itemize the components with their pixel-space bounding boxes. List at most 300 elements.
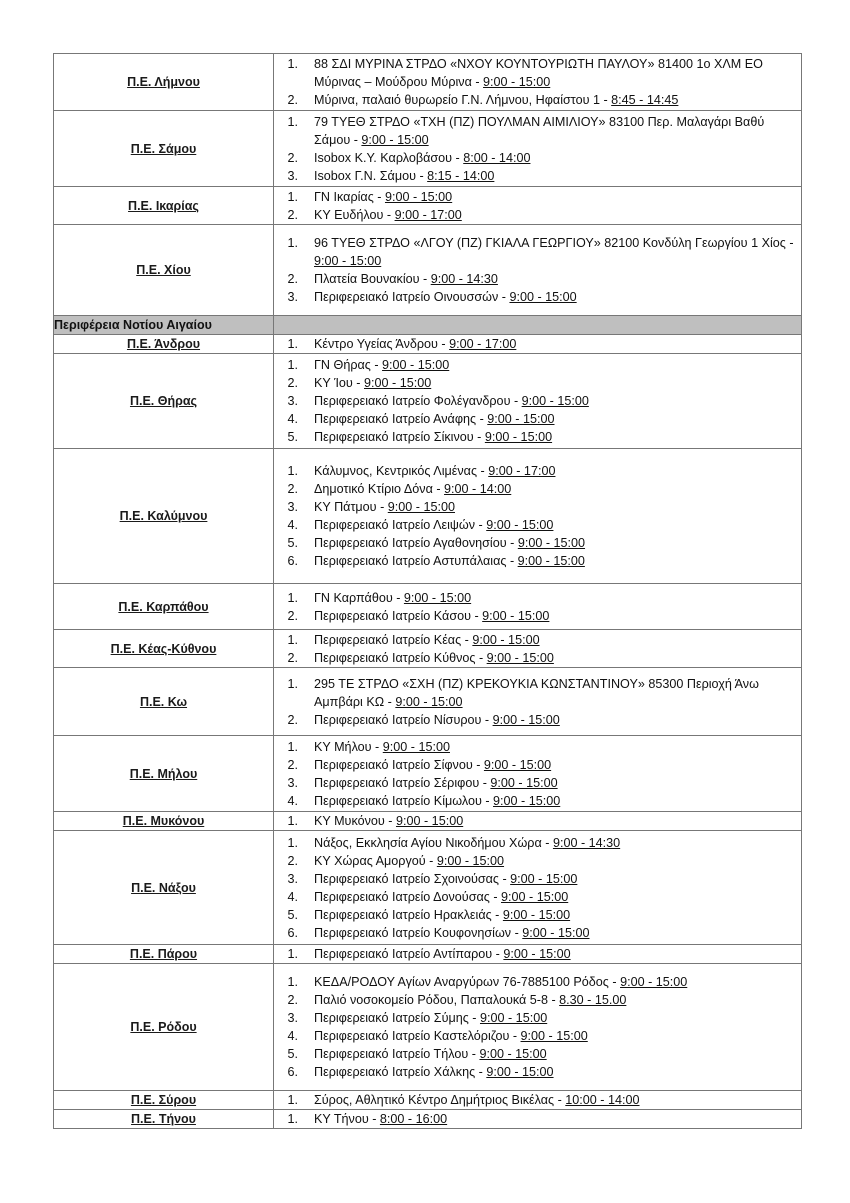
item-location	[314, 888, 801, 906]
list-item	[274, 270, 801, 288]
locations-cell	[274, 335, 802, 354]
opening-hours: 9:00 - 15:00	[521, 394, 589, 408]
item-location	[314, 1027, 801, 1045]
location-text: ΚΥ Χώρας Αμοργού -	[314, 853, 437, 868]
list-item	[274, 649, 801, 667]
location-text: Περιφερειακό Ιατρείο Χάλκης -	[314, 1065, 487, 1079]
unit-name-cell	[54, 225, 274, 316]
unit-name-cell	[54, 187, 274, 225]
opening-hours: 9:00 - 15:00	[387, 500, 455, 514]
unit-name: Π.Ε. Καλύμνου	[119, 509, 208, 523]
item-number: 2.	[287, 272, 298, 286]
unit-name-cell	[54, 736, 274, 812]
opening-hours: 9:00 - 15:00	[361, 132, 429, 147]
unit-row	[54, 736, 802, 812]
item-location	[314, 498, 801, 516]
unit-name: Π.Ε. Μυκόνου	[122, 814, 205, 828]
unit-name-cell	[54, 964, 274, 1091]
item-location	[314, 374, 801, 392]
unit-name-cell	[54, 54, 274, 111]
opening-hours: 9:00 - 15:00	[510, 871, 578, 886]
item-location	[314, 552, 801, 570]
location-text: Περιφερειακό Ιατρείο Κουφονησίων -	[314, 925, 523, 940]
list-item	[274, 1110, 801, 1128]
item-location	[314, 410, 801, 428]
item-number: 2.	[287, 482, 298, 496]
opening-hours: 9:00 - 15:00	[502, 907, 571, 922]
item-location	[314, 945, 801, 963]
list-item	[274, 607, 801, 625]
location-text: ΚΥ Ίου -	[314, 376, 364, 390]
item-location	[314, 1063, 801, 1081]
locations-cell	[274, 945, 802, 964]
item-location	[314, 607, 801, 625]
item-number: 1.	[287, 590, 298, 605]
item-location	[314, 589, 801, 607]
item-number: 4.	[287, 793, 298, 808]
opening-hours: 9:00 - 17:00	[488, 464, 556, 478]
item-location	[314, 738, 801, 756]
list-item	[274, 1027, 801, 1045]
opening-hours: 9:00 - 15:00	[382, 358, 450, 372]
item-number: 2.	[287, 712, 298, 727]
opening-hours: 9:00 - 15:00	[509, 290, 577, 304]
item-location	[314, 167, 801, 185]
item-number: 2.	[287, 757, 298, 772]
location-text: ΓΝ Ικαρίας -	[314, 189, 385, 204]
item-location	[314, 1110, 801, 1128]
location-text: Περιφερειακό Ιατρείο Λειψών -	[314, 518, 487, 532]
list-item	[274, 675, 801, 711]
location-text: Σύρος, Αθλητικό Κέντρο Δημήτριος Βικέλας -	[314, 1093, 566, 1107]
opening-hours: 9:00 - 15:00	[382, 739, 450, 754]
item-number: 1.	[287, 947, 298, 961]
item-location	[314, 906, 801, 924]
opening-hours: 9:00 - 14:30	[430, 272, 498, 286]
unit-row	[54, 1110, 802, 1129]
location-text: 96 ΤΥΕΘ ΣΤΡΔΟ «ΛΓΟΥ (ΠΖ) ΓΚΙΑΛΑ ΓΕΩΡΓΙΟΥ» 82100 Κονδύλη Γεωργίου 1 Χίος -	[314, 236, 794, 250]
unit-row	[54, 449, 802, 584]
opening-hours: 9:00 - 14:30	[552, 835, 621, 850]
location-text: ΚΥ Ευδήλου -	[314, 207, 395, 222]
unit-name: Π.Ε. Σύρου	[130, 1093, 197, 1107]
location-text: Περιφερειακό Ιατρείο Κέας -	[314, 632, 473, 647]
list-item	[274, 1091, 801, 1109]
opening-hours: 9:00 - 15:00	[490, 775, 558, 790]
list-item	[274, 711, 801, 729]
list-item	[274, 774, 801, 792]
item-number: 1.	[287, 114, 298, 129]
item-number: 5.	[287, 430, 298, 444]
locations-cell	[274, 812, 802, 831]
unit-name-cell	[54, 831, 274, 945]
item-number: 4.	[287, 889, 298, 904]
unit-row	[54, 831, 802, 945]
unit-name-cell	[54, 1110, 274, 1129]
list-item	[274, 812, 801, 830]
opening-hours: 9:00 - 15:00	[517, 554, 585, 568]
item-location	[314, 462, 801, 480]
list-item	[274, 392, 801, 410]
item-number: 3.	[287, 290, 298, 304]
location-text: Περιφερειακό Ιατρείο Κύθνος -	[314, 650, 487, 665]
opening-hours: 9:00 - 15:00	[395, 694, 463, 709]
location-text: Κέντρο Υγείας Άνδρου -	[314, 337, 450, 351]
location-text: ΚΥ Μήλου -	[314, 739, 383, 754]
item-location	[314, 774, 801, 792]
unit-name-cell	[54, 812, 274, 831]
opening-hours: 9:00 - 15:00	[501, 889, 569, 904]
opening-hours: 9:00 - 15:00	[520, 1029, 588, 1043]
item-number: 1.	[287, 1112, 298, 1126]
list-item	[274, 428, 801, 446]
opening-hours: 9:00 - 15:00	[517, 536, 586, 550]
item-number: 5.	[287, 536, 298, 550]
item-number: 1.	[287, 1093, 298, 1107]
location-text: Περιφερειακό Ιατρείο Αγαθονησίου -	[314, 536, 518, 550]
locations-cell	[274, 54, 802, 111]
location-text: Περιφερειακό Ιατρείο Τήλου -	[314, 1047, 480, 1061]
item-number: 1.	[287, 464, 298, 478]
item-number: 1.	[287, 236, 298, 250]
list-item	[274, 498, 801, 516]
location-text: Δημοτικό Κτίριο Δόνα -	[314, 482, 445, 496]
opening-hours: 9:00 - 15:00	[487, 412, 555, 426]
item-number: 5.	[287, 1047, 298, 1061]
item-location	[314, 516, 801, 534]
opening-hours: 9:00 - 15:00	[395, 814, 464, 828]
item-location	[314, 1009, 801, 1027]
list-item	[274, 55, 801, 91]
opening-hours: 9:00 - 15:00	[522, 925, 590, 940]
list-item	[274, 589, 801, 607]
unit-name-cell	[54, 111, 274, 187]
item-number: 2.	[287, 207, 298, 222]
opening-hours: 9:00 - 15:00	[484, 430, 553, 444]
opening-hours: 9:00 - 15:00	[403, 590, 472, 605]
location-text: 295 ΤΕ ΣΤΡΔΟ «ΣΧΗ (ΠΖ) ΚΡΕΚΟΥΚΙΑ ΚΩΝΣΤΑΝΤΙΝΟΥ» 85300 Περιοχή Άνω Αμπβάρι ΚΩ -	[314, 676, 759, 709]
item-number: 1.	[287, 358, 298, 372]
opening-hours: 8:00 - 16:00	[379, 1112, 448, 1126]
list-item	[274, 167, 801, 185]
item-number: 1.	[287, 632, 298, 647]
location-text: Isobox Γ.Ν. Σάμου -	[314, 168, 428, 183]
item-location	[314, 1091, 801, 1109]
list-item	[274, 852, 801, 870]
location-text: Κάλυμνος, Κεντρικός Λιμένας -	[314, 464, 489, 478]
location-text: Περιφερειακό Ιατρείο Ανάφης -	[314, 412, 488, 426]
unit-name-cell	[54, 449, 274, 584]
opening-hours: 9:00 - 15:00	[436, 853, 505, 868]
list-item	[274, 973, 801, 991]
item-location	[314, 356, 801, 374]
unit-name: Π.Ε. Χίου	[136, 263, 191, 277]
opening-hours: 9:00 - 15:00	[384, 189, 453, 204]
unit-row	[54, 964, 802, 1091]
unit-row	[54, 111, 802, 187]
item-number: 6.	[287, 554, 298, 568]
unit-row	[54, 668, 802, 736]
location-text: Μύρινα, παλαιό θυρωρείο Γ.Ν. Λήμνου, Ηφαίστου 1 -	[314, 93, 612, 107]
item-location	[314, 711, 801, 729]
list-item	[274, 335, 801, 353]
item-location	[314, 675, 801, 711]
list-item	[274, 631, 801, 649]
locations-cell	[274, 668, 802, 736]
item-location	[314, 631, 801, 649]
item-location	[314, 270, 801, 288]
opening-hours: 9:00 - 15:00	[492, 712, 560, 727]
opening-hours: 10:00 - 14:00	[565, 1093, 640, 1107]
item-number: 1.	[287, 739, 298, 754]
locations-cell	[274, 584, 802, 630]
location-text: Περιφερειακό Ιατρείο Οινουσσών -	[314, 290, 510, 304]
list-item	[274, 534, 801, 552]
item-location	[314, 480, 801, 498]
list-item	[274, 480, 801, 498]
unit-row	[54, 54, 802, 111]
list-item	[274, 234, 801, 270]
list-item	[274, 374, 801, 392]
location-text: ΓΝ Θήρας -	[314, 358, 383, 372]
location-text: Περιφερειακό Ιατρείο Σίκινου -	[314, 430, 485, 444]
item-location	[314, 234, 801, 270]
locations-cell	[274, 225, 802, 316]
item-number: 3.	[287, 775, 298, 790]
location-text: Περιφερειακό Ιατρείο Κίμωλου -	[314, 793, 494, 808]
opening-hours: 9:00 - 15:00	[364, 376, 432, 390]
item-location	[314, 428, 801, 446]
item-number: 1.	[287, 975, 298, 989]
opening-hours: 9:00 - 15:00	[620, 975, 688, 989]
location-text: Περιφερειακό Ιατρείο Κάσου -	[314, 608, 483, 623]
locations-cell	[274, 630, 802, 668]
location-text: 79 ΤΥΕΘ ΣΤΡΔΟ «ΤΧΗ (ΠΖ) ΠΟΥΛΜΑΝ ΑΙΜΙΛΙΟΥ» 83100 Περ. Μαλαγάρι Βαθύ Σάμου -	[314, 114, 765, 147]
item-number: 1.	[287, 57, 298, 71]
item-location	[314, 206, 801, 224]
item-number: 4.	[287, 1029, 298, 1043]
location-text: Περιφερειακό Ιατρείο Δονούσας -	[314, 889, 502, 904]
location-text: ΓΝ Καρπάθου -	[314, 590, 404, 605]
item-number: 2.	[287, 650, 298, 665]
item-number: 3.	[287, 1011, 298, 1025]
locations-cell	[274, 449, 802, 584]
item-number: 3.	[287, 500, 298, 514]
list-item	[274, 756, 801, 774]
item-location	[314, 335, 801, 353]
list-item	[274, 1063, 801, 1081]
item-location	[314, 91, 801, 109]
unit-name-cell	[54, 1091, 274, 1110]
item-number: 3.	[287, 394, 298, 408]
locations-cell	[274, 354, 802, 449]
opening-hours: 9:00 - 17:00	[394, 207, 462, 222]
location-text: Περιφερειακό Ιατρείο Σίφνου -	[314, 757, 484, 772]
location-text: Περιφερειακό Ιατρείο Σχοινούσας -	[314, 871, 511, 886]
unit-row	[54, 1091, 802, 1110]
opening-hours: 8:15 - 14:00	[427, 168, 495, 183]
region-name: Περιφέρεια Νοτίου Αιγαίου	[54, 316, 274, 335]
table-body	[54, 54, 802, 1129]
list-item	[274, 1045, 801, 1063]
unit-name: Π.Ε. Ρόδου	[130, 1020, 197, 1034]
location-text: Περιφερειακό Ιατρείο Αστυπάλαιας -	[314, 554, 518, 568]
list-item	[274, 945, 801, 963]
unit-row	[54, 335, 802, 354]
item-number: 1.	[287, 814, 298, 828]
location-text: ΚΥ Μυκόνου -	[314, 814, 396, 828]
item-number: 2.	[287, 853, 298, 868]
list-item	[274, 516, 801, 534]
unit-name: Π.Ε. Κέας-Κύθνου	[110, 641, 217, 656]
locations-cell	[274, 964, 802, 1091]
list-item	[274, 206, 801, 224]
list-item	[274, 924, 801, 942]
item-location	[314, 288, 801, 306]
unit-name: Π.Ε. Πάρου	[129, 947, 198, 961]
opening-hours: 9:00 - 15:00	[482, 608, 550, 623]
opening-hours: 9:00 - 15:00	[486, 518, 554, 532]
list-item	[274, 888, 801, 906]
locations-cell	[274, 187, 802, 225]
location-text: Νάξος, Εκκλησία Αγίου Νικοδήμου Χώρα -	[314, 835, 553, 850]
opening-hours: 9:00 - 15:00	[503, 947, 571, 961]
item-location	[314, 534, 801, 552]
item-number: 3.	[287, 168, 298, 183]
opening-hours: 9:00 - 15:00	[493, 793, 561, 808]
location-text: Περιφερειακό Ιατρείο Σέριφου -	[314, 775, 491, 790]
unit-row	[54, 945, 802, 964]
item-number: 4.	[287, 518, 298, 532]
unit-name-cell	[54, 945, 274, 964]
item-location	[314, 1045, 801, 1063]
region-row	[54, 316, 802, 335]
opening-hours: 9:00 - 15:00	[479, 1047, 547, 1061]
unit-row	[54, 584, 802, 630]
list-item	[274, 738, 801, 756]
location-text: ΚΕΔΑ/ΡΟΔΟΥ Αγίων Αναργύρων 76-7885100 Ρόδος -	[314, 975, 621, 989]
item-location	[314, 149, 801, 167]
opening-hours: 9:00 - 15:00	[479, 1011, 548, 1025]
list-item	[274, 113, 801, 149]
item-number: 5.	[287, 907, 298, 922]
item-number: 2.	[287, 93, 298, 107]
locations-cell	[274, 111, 802, 187]
item-location	[314, 924, 801, 942]
location-text: Παλιό νοσοκομείο Ρόδου, Παπαλουκά 5-8 -	[314, 993, 560, 1007]
location-text: Περιφερειακό Ιατρείο Σύμης -	[314, 1011, 480, 1025]
item-location	[314, 649, 801, 667]
unit-name: Π.Ε. Άνδρου	[126, 337, 201, 351]
location-text: Περιφερειακό Ιατρείο Αντίπαρου -	[314, 947, 504, 961]
opening-hours: 8:00 - 14:00	[463, 150, 531, 165]
unit-row	[54, 187, 802, 225]
unit-row	[54, 354, 802, 449]
item-location	[314, 834, 801, 852]
item-location	[314, 113, 801, 149]
item-location	[314, 812, 801, 830]
list-item	[274, 792, 801, 810]
opening-hours: 8.30 - 15.00	[559, 993, 627, 1007]
list-item	[274, 462, 801, 480]
item-number: 2.	[287, 376, 298, 390]
list-item	[274, 149, 801, 167]
unit-row	[54, 630, 802, 668]
list-item	[274, 91, 801, 109]
item-location	[314, 852, 801, 870]
unit-name: Π.Ε. Νάξου	[131, 880, 196, 895]
location-text: Περιφερειακό Ιατρείο Νίσυρου -	[314, 712, 493, 727]
unit-name-cell	[54, 630, 274, 668]
opening-hours: 9:00 - 15:00	[472, 632, 540, 647]
opening-hours: 8:45 - 14:45	[611, 93, 679, 107]
unit-name: Π.Ε. Τήνου	[131, 1112, 196, 1126]
unit-name: Π.Ε. Κω	[139, 694, 188, 709]
unit-name: Π.Ε. Μήλου	[129, 766, 198, 781]
list-item	[274, 870, 801, 888]
list-item	[274, 356, 801, 374]
unit-name-cell	[54, 668, 274, 736]
item-location	[314, 55, 801, 91]
location-text: Isobox Κ.Υ. Καρλοβάσου -	[314, 150, 464, 165]
unit-name: Π.Ε. Ικαρίας	[128, 198, 199, 213]
region-blank-cell	[274, 316, 802, 335]
opening-hours: 9:00 - 15:00	[486, 650, 554, 665]
location-text: ΚΥ Πάτμου -	[314, 500, 388, 514]
item-location	[314, 188, 801, 206]
location-text: Περιφερειακό Ιατρείο Καστελόριζου -	[314, 1029, 521, 1043]
item-number: 4.	[287, 412, 298, 426]
locations-cell	[274, 1110, 802, 1129]
list-item	[274, 552, 801, 570]
item-number: 2.	[287, 150, 298, 165]
unit-name: Π.Ε. Θήρας	[129, 394, 198, 408]
location-text: 88 ΣΔΙ ΜΥΡΙΝΑ ΣΤΡΔΟ «ΝΧΟΥ ΚΟΥΝΤΟΥΡΙΩΤΗ ΠΑΥΛΟΥ» 81400 1ο ΧΛΜ ΕΟ Μύρινας – Μούδρου Μύρινα -	[314, 57, 763, 89]
item-location	[314, 973, 801, 991]
item-location	[314, 392, 801, 410]
opening-hours: 9:00 - 15:00	[483, 75, 551, 89]
list-item	[274, 834, 801, 852]
location-text: Περιφερειακό Ιατρείο Ηρακλειάς -	[314, 907, 503, 922]
unit-name: Π.Ε. Λήμνου	[127, 75, 200, 89]
item-number: 3.	[287, 871, 298, 886]
locations-cell	[274, 1091, 802, 1110]
location-text: ΚΥ Τήνου -	[314, 1112, 380, 1126]
unit-name-cell	[54, 354, 274, 449]
item-number: 6.	[287, 925, 298, 940]
opening-hours: 9:00 - 15:00	[486, 1065, 554, 1079]
unit-name: Π.Ε. Καρπάθου	[118, 599, 209, 614]
vaccination-centers-table	[53, 53, 802, 1129]
opening-hours: 9:00 - 17:00	[449, 337, 517, 351]
item-location	[314, 870, 801, 888]
list-item	[274, 288, 801, 306]
location-text: Πλατεία Βουνακίου -	[314, 272, 431, 286]
unit-row	[54, 812, 802, 831]
item-location	[314, 792, 801, 810]
list-item	[274, 1009, 801, 1027]
location-text: Περιφερειακό Ιατρείο Φολέγανδρου -	[314, 394, 522, 408]
item-number: 1.	[287, 835, 298, 850]
locations-cell	[274, 831, 802, 945]
unit-row	[54, 225, 802, 316]
item-number: 2.	[287, 993, 298, 1007]
opening-hours: 9:00 - 15:00	[314, 254, 382, 268]
locations-cell	[274, 736, 802, 812]
opening-hours: 9:00 - 15:00	[483, 757, 552, 772]
opening-hours: 9:00 - 14:00	[444, 482, 512, 496]
item-number: 6.	[287, 1065, 298, 1079]
